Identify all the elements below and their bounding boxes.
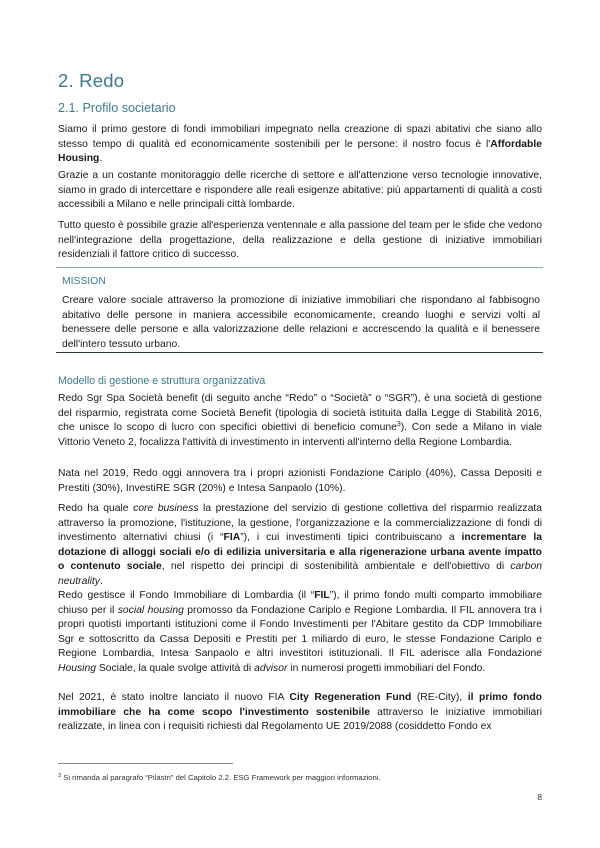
model-paragraph-4: Redo gestisce il Fondo Immobiliare di Lombardia (il “FIL”), il primo fondo multi comparto immobiliare chiuso per il social housing promosso da Fondazione Cariplo e Regione Lombardia. Il FIL annovera tra i propri quotisti importanti istituzioni come il Fondo Investimenti per l'Abitare gestito da CDP Immobiliare Sgr e sottoscritto da Cassa Depositi e Prestiti per 1 miliardo di euro, le stesse Fondazione Cariplo e Regione Lombardia, Intesa Sanpaolo e altri investitori istituzionali. Il FIL aderisce alla Fondazione Housing Sociale, la quale svolge attività di advisor in numerosi progetti immobiliari del Fondo. [58, 590, 542, 674]
mission-top-rule [56, 267, 543, 268]
model-paragraph-3: Redo ha quale core business la prestazione del servizio di gestione collettiva del risparmio realizzata attraverso la promozione, l'istituzione, la gestione, l'organizzazione e la commercializzazione di fondi di investimento alternativi chiusi (i “FIA”), i cui investimenti tipici contribuiscano a incrementare la dotazione di alloggi sociali e/o di edilizia universitaria e alla rigenerazione urbana avente impatto o contenuto sociale, nel rispetto dei principi di sostenibilità ambientale e dell'obiettivo di carbon neutrality. [58, 503, 543, 587]
intro-paragraph-3: Tutto questo è possibile grazie all'esperienza ventennale e alla passione del team per le sfide che vedono nell'integrazione della progettazione, della realizzazione e della gestione di iniziative immobiliari residenziali il fattore critico di successo. [58, 220, 542, 261]
page-number: 8 [537, 792, 542, 802]
mission-bottom-rule [56, 352, 543, 353]
footnote-ref[interactable]: 3 [396, 421, 401, 429]
sustainable-investment-bold: il primo fondo immobiliare che ha come scopo l'investimento sostenibile [58, 692, 542, 718]
intro-paragraph-1: Siamo il primo gestore di fondi immobiliari impegnato nella creazione di spazi abitativi che siano allo stesso tempo di qualità ed economicamente sostenibili per le persone: il nostro focus è l'Affordable Housing. [58, 124, 542, 165]
model-paragraph-5: Nel 2021, è stato inoltre lanciato il nuovo FIA City Regeneration Fund (RE-City), il primo fondo immobiliare che ha come scopo l'investimento sostenibile attraverso le iniziative immobiliari realizzate, in linea con i requisiti richiesti dal Regolamento UE 2019/2088 (cosiddetto Fondo ex [58, 692, 542, 733]
fund-name-bold: City Regeneration Fund [289, 692, 412, 703]
objective-bold: incrementare la dotazione di alloggi sociali e/o di edilizia universitaria e alla rigenerazione urbana avente impatto o contenuto sociale [58, 532, 543, 573]
footnote: $^3$ Si rimanda al paragrafo “Pilastri” del Capitolo 2.2. ESG Framework per maggiori informazioni. [58, 773, 381, 782]
model-paragraph-1: Redo Sgr Spa Società benefit (di seguito anche “Redo” o “Società” o “SGR”), è una società di gestione del risparmio, registrata come Società Benefit (tipologia di società istituita dalla Legge di Stabilità 2016, che unisce lo scopo di lucro con specifici obiettivi di beneficio comune$^3$). Con sede a Milano in viale Vittorio Veneto 2, focalizza l'attività di investimento in interventi all'interno della Regione Lombardia. [58, 393, 543, 448]
section-heading: 2. Redo [58, 70, 125, 91]
affordable-housing-bold: Affordable Housing [58, 138, 542, 165]
intro-paragraph-2: Grazie a un costante monitoraggio delle ricerche di settore e all'attenzione verso tecnologie innovative, siamo in grado di intercettare e rispondere alle reali esigenze abitative: più appartamenti di qualità a costi accessibili a Milano e nelle principali città lombarde. [58, 170, 542, 211]
model-paragraph-2: Nata nel 2019, Redo oggi annovera tra i propri azionisti Fondazione Cariplo (40%), Cassa Depositi e Prestiti (30%), InvestiRE SGR (20%) e Intesa Sanpaolo (10%). [58, 468, 542, 494]
subsection-heading: 2.1. Profilo societario [58, 101, 176, 115]
footnote-rule [58, 763, 233, 764]
mission-label: MISSION [62, 276, 106, 287]
mission-text: Creare valore sociale attraverso la promozione di iniziative immobiliari che rispondano al fabbisogno abitativo delle persone in maniera accessibile economicamente, creando luoghi e servizi volti al benessere delle persone e alla valorizzazione delle relazioni e accrescendo la qualità e il benessere dell'intero tessuto urbano. [62, 295, 540, 350]
model-heading: Modello di gestione e struttura organizzativa [58, 375, 266, 387]
